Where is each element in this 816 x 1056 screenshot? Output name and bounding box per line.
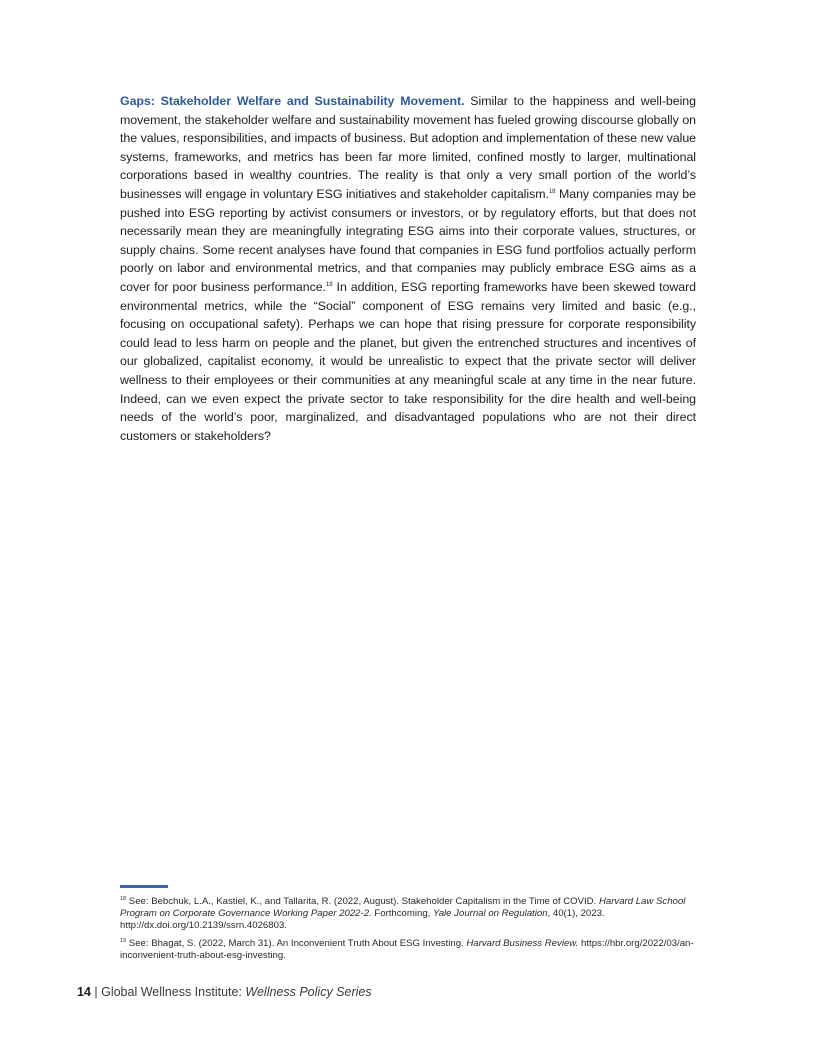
footnote-link[interactable]: https://hbr.org/2022/03/an-inconvenient-truth-about-esg-investing.: [120, 937, 694, 961]
footnote-19: [120, 938, 696, 962]
footnote-link[interactable]: , 40(1), 2023. http://dx.doi.org/10.2139/ssrn.4026803.: [120, 908, 605, 932]
footnote-text: See: Bhagat, S. (2022, March 31). An Inconvenient Truth About ESG Investing.: [126, 937, 467, 949]
footnote-ref-19[interactable]: 19: [325, 281, 333, 288]
footnote-number: 19: [120, 937, 127, 944]
footer-series-title: Wellness Policy Series: [245, 985, 372, 999]
section-lead-heading: Gaps: Stakeholder Welfare and Sustainability Movement.: [120, 94, 465, 108]
footnote-text: See: Bebchuk, L.A., Kastiel, K., and Tallarita, R. (2022, August). Stakeholder Capitalism in the Time of COVID.: [126, 896, 599, 907]
paragraph-text-2: Many companies may be pushed into ESG reporting by activist consumers or investors, or by regulatory efforts, but that does not necessarily mean they are meaningfully integrating ESG aims into their corporate values, structures, or supply chains. Some recent analyses have found that companies in ESG fund portfolios actually perform poorly on labor and environmental metrics, and that companies may publicly embrace ESG aims as a cover for poor business performance.: [120, 186, 696, 294]
footnote-source-title: Harvard Law School Program on Corporate Governance Working Paper 2022-2.: [120, 896, 686, 920]
footnote-ref-18[interactable]: 18: [548, 188, 556, 195]
footnote-number: 18: [120, 895, 127, 902]
page-number: 14: [77, 985, 91, 999]
footnote-18: [120, 896, 696, 933]
paragraph-text-1: Similar to the happiness and well-being movement, the stakeholder welfare and sustainability movement has fueled growing discourse globally on the values, responsibilities, and impacts of business. But adoption and implementation of these new value systems, frameworks, and metrics has been far more limited, confined mostly to larger, multinational corporations based in wealthy countries. The reality is that only a very small portion of the world’s businesses will engage in voluntary ESG initiatives and stakeholder capitalism.: [120, 94, 696, 201]
footnote-text: Forthcoming,: [371, 908, 434, 920]
footnote-source-title: Harvard Business Review.: [466, 937, 579, 949]
footnote-journal-title: Yale Journal on Regulation: [433, 908, 548, 920]
footnotes-section: [120, 896, 696, 967]
footnote-divider: [120, 885, 168, 888]
footer-org: Global Wellness Institute:: [101, 985, 246, 999]
body-paragraph: [120, 92, 696, 445]
paragraph-text-3: In addition, ESG reporting frameworks have been skewed toward environmental metrics, while the “Social” component of ESG remains very limited and basic (e.g., focusing on occupational safety). Perhaps we can hope that rising pressure for corporate responsibility could lead to less harm on people and the planet, but given the entrenched structures and incentives of our globalized, capitalist economy, it would be unrealistic to expect that the private sector will deliver wellness to their employees or their communities at any meaningful scale at any time in the near future. Indeed, can we even expect the private sector to take responsibility for the dire health and well-being needs of the world’s poor, marginalized, and disadvantaged populations who are not their direct customers or stakeholders?: [120, 279, 696, 443]
footer-separator: |: [90, 985, 102, 999]
page-footer: [77, 985, 372, 999]
